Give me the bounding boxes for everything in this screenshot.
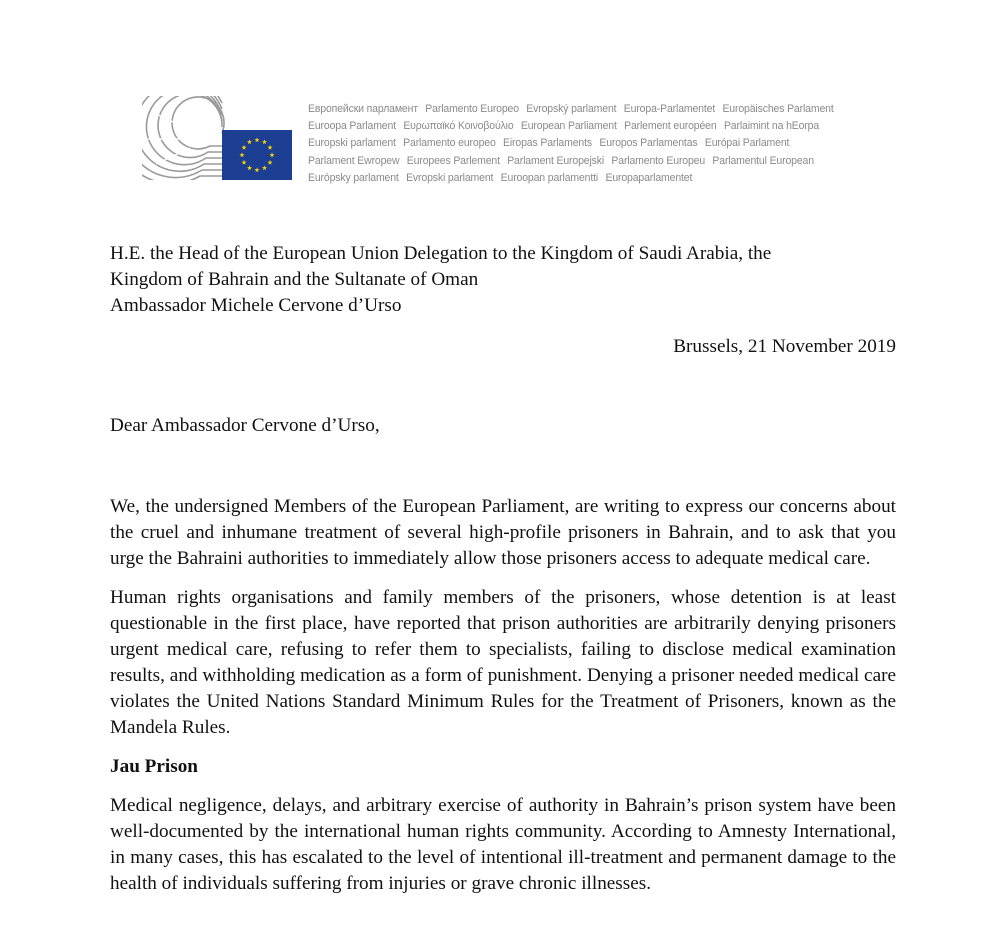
parliament-name: Europos Parlamentas bbox=[599, 137, 698, 150]
parliament-name: Parlamento Europeo bbox=[425, 103, 519, 115]
parliament-name: Parlaimint na hEorpa bbox=[723, 120, 820, 133]
section-heading: Jau Prison bbox=[110, 756, 198, 777]
parliament-name: Euroopan parlamentti bbox=[500, 171, 599, 184]
names-row bbox=[308, 101, 860, 118]
address-line: H.E. the Head of the European Union Delegation to the Kingdom of Saudi Arabia, the bbox=[110, 243, 772, 264]
parliament-name: Parlament Europejski bbox=[507, 154, 605, 167]
parliament-name: Europäisches Parlament bbox=[722, 103, 834, 115]
parliament-name: Ευρωπαϊκό Κοινοβούλιο bbox=[403, 120, 514, 133]
parliament-name: Parlament Ewropew bbox=[308, 154, 400, 167]
recipient-address bbox=[110, 241, 771, 319]
parliament-name: Evropský parlament bbox=[526, 103, 617, 115]
letter-body bbox=[110, 494, 896, 910]
address-line: Ambassador Michele Cervone d’Urso bbox=[110, 295, 402, 316]
parliament-name: Parlement européen bbox=[624, 120, 717, 133]
paragraph: Human rights organisations and family members of the prisoners, whose detention is at least questionable in the first place, have reported that prison authorities are arbitrarily denying prisoners urgent medical care, refusing to refer them to specialists, failing to disclose medical examination results, and withholding medication as a form of punishment. Denying a prisoner needed medical care violates the United Nations Standard Minimum Rules for the Treatment of Prisoners, known as the Mandela Rules. bbox=[110, 587, 896, 738]
parliament-names-block bbox=[308, 101, 860, 187]
parliament-name: Parlamento Europeu bbox=[611, 154, 706, 167]
european-parliament-logo-icon bbox=[142, 96, 294, 180]
parliament-name: Európsky parlament bbox=[308, 171, 399, 184]
paragraph: Medical negligence, delays, and arbitrary exercise of authority in Bahrain’s prison system have been well-documented by the international human rights community. According to Amnesty International, in many cases, this has escalated to the level of intentional ill-treatment and permanent damage to the health of individuals suffering from injuries or grave chronic illnesses. bbox=[110, 795, 896, 894]
parliament-name: Európai Parlament bbox=[704, 137, 790, 150]
parliament-name: Europski parlament bbox=[308, 137, 396, 150]
parliament-name: Europaparlamentet bbox=[605, 171, 693, 184]
names-row bbox=[308, 135, 860, 152]
parliament-name: Европейски парламент bbox=[308, 103, 418, 115]
salutation: Dear Ambassador Cervone d’Urso, bbox=[110, 415, 380, 436]
paragraph: We, the undersigned Members of the European Parliament, are writing to express our concerns about the cruel and inhumane treatment of several high-profile prisoners in Bahrain, and to ask that you urge the Bahraini authorities to immediately allow those prisoners access to adequate medical care. bbox=[110, 496, 896, 569]
parliament-name: Parlamentul European bbox=[712, 154, 814, 167]
parliament-name: Parlamento europeo bbox=[403, 137, 496, 150]
names-row bbox=[308, 153, 860, 170]
names-row bbox=[308, 118, 860, 135]
parliament-name: Euroopa Parlament bbox=[308, 120, 396, 133]
parliament-name: Europa-Parlamentet bbox=[623, 103, 716, 115]
parliament-name: Europees Parlement bbox=[406, 154, 500, 167]
address-line: Kingdom of Bahrain and the Sultanate of Oman bbox=[110, 269, 479, 290]
parliament-name: Evropski parlament bbox=[406, 171, 494, 184]
parliament-name: Eiropas Parlaments bbox=[503, 137, 592, 150]
names-row bbox=[308, 170, 860, 187]
letter-date: Brussels, 21 November 2019 bbox=[673, 336, 896, 357]
parliament-name: European Parliament bbox=[520, 120, 617, 133]
